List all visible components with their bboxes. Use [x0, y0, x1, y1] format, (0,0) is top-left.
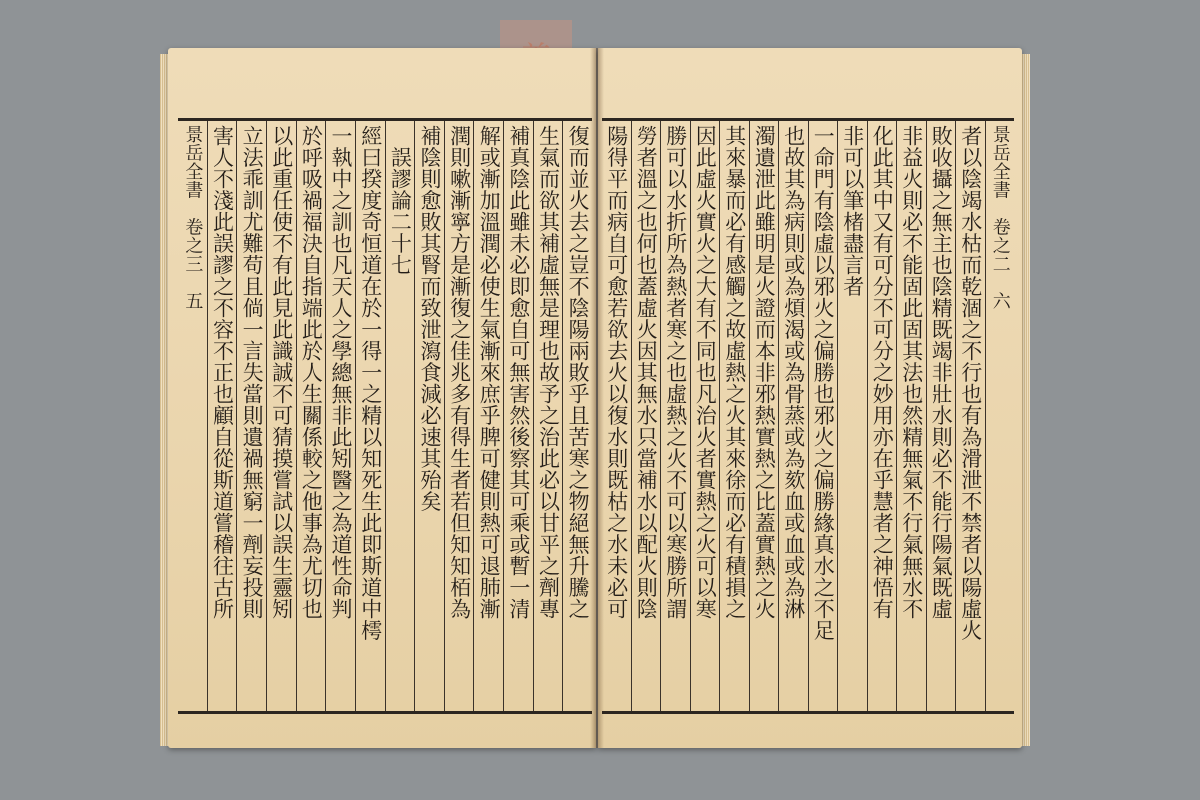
left-text-frame	[178, 118, 592, 714]
text-column	[236, 121, 266, 711]
text-column	[266, 121, 296, 711]
text-column	[867, 121, 897, 711]
text-column	[444, 121, 474, 711]
text-column	[955, 121, 985, 711]
column-text: 敗收攝之無主也陰精既竭非壯水則必不能行陽氣既虛	[929, 125, 954, 620]
column-text: 非可以筆楮盡言者	[840, 125, 865, 297]
column-text: 經曰揆度奇恒道在於一得一之精以知死生此即斯道中樗	[358, 125, 383, 641]
column-text: 勝可以水折所為熱者寒之也虛熱之火不可以寒勝所謂	[663, 125, 688, 620]
column-text: 補陰則愈敗其腎而致泄瀉食減必速其殆矣	[417, 125, 442, 512]
text-column	[660, 121, 690, 711]
column-text: 其來暴而必有感觸之故虛熱之火其來徐而必有積損之	[722, 125, 747, 620]
text-column	[808, 121, 838, 711]
column-text: 害人不淺此誤謬之不容不正也顧自從斯道嘗稽往古所	[210, 125, 235, 620]
column-text: 生氣而欲其補虛無是理也故予之治此必以甘平之劑專	[536, 125, 561, 620]
right-page	[598, 48, 1022, 748]
margin-title-text: 景岳全書 卷之三 五	[182, 125, 204, 310]
column-text: 勞者溫之也何也蓋虛火因其無水只當補水以配火則陰	[634, 125, 659, 620]
column-text: 誤謬論二十七	[388, 125, 413, 276]
text-column	[562, 121, 592, 711]
column-text: 潤則嗽漸寧方是漸復之佳兆多有得生者若但知知栢為	[447, 125, 472, 620]
text-column	[896, 121, 926, 711]
text-column	[837, 121, 867, 711]
text-column	[325, 121, 355, 711]
text-column	[385, 121, 415, 711]
column-text: 解或漸加溫潤必使生氣漸來庶乎脾可健則熱可退肺漸	[477, 125, 502, 620]
text-column	[533, 121, 563, 711]
column-text: 以此重任使不有此見此識誠不可猜摸嘗試以誤生靈矧	[269, 125, 294, 620]
column-text: 補真陰此雖未必即愈自可無害然後察其可乘或暫一清	[506, 125, 531, 620]
text-column	[719, 121, 749, 711]
text-column	[296, 121, 326, 711]
column-text: 者以陰竭水枯而乾涸之不行也有為滑泄不禁者以陽虛火	[958, 125, 983, 641]
column-text: 復而並火去之豈不陰陽兩敗乎且苦寒之物絕無升騰之	[566, 125, 591, 620]
text-column	[207, 121, 237, 711]
column-text: 也故其為病則或為煩渴或為骨蒸或為欬血或血或為淋	[781, 125, 806, 620]
text-column	[926, 121, 956, 711]
text-column	[503, 121, 533, 711]
column-text: 化此其中又有可分不可分之妙用亦在乎慧者之神悟有	[870, 125, 895, 620]
book-gutter	[590, 48, 604, 748]
column-text: 一命門有陰虛以邪火之偏勝也邪火之偏勝緣真水之不足	[811, 125, 836, 641]
column-text: 濁遺泄此雖明是火證而本非邪熱實熱之比蓋實熱之火	[752, 125, 777, 620]
page-margin-column	[985, 121, 1015, 711]
text-column	[355, 121, 385, 711]
open-book	[160, 40, 1030, 760]
column-text: 陽得平而病自可愈若欲去火以復水則既枯之水未必可	[604, 125, 629, 620]
text-column	[602, 121, 631, 711]
page-margin-column	[178, 121, 207, 711]
margin-title-text: 景岳全書 卷之二 六	[989, 125, 1011, 310]
text-column	[690, 121, 720, 711]
right-text-frame	[602, 118, 1014, 714]
column-text: 非益火則必不能固此固其法也然精無氣不行氣無水不	[899, 125, 924, 620]
column-text: 於呼吸禍福決自指端此於人生關係較之他事為尤切也	[299, 125, 324, 620]
text-column	[749, 121, 779, 711]
text-column	[631, 121, 661, 711]
column-text: 立法乖訓尤難苟且倘一言失當則遺禍無窮一劑妄投則	[240, 125, 265, 620]
left-page	[168, 48, 596, 748]
right-columns	[602, 121, 1014, 711]
left-columns	[178, 121, 592, 711]
column-text: 因此虛火實火之大有不同也凡治火者實熱之火可以寒	[693, 125, 718, 620]
text-column	[473, 121, 503, 711]
column-text: 一執中之訓也凡天人之學總無非此矧醫之為道性命判	[329, 125, 354, 620]
text-column	[414, 121, 444, 711]
text-column	[778, 121, 808, 711]
